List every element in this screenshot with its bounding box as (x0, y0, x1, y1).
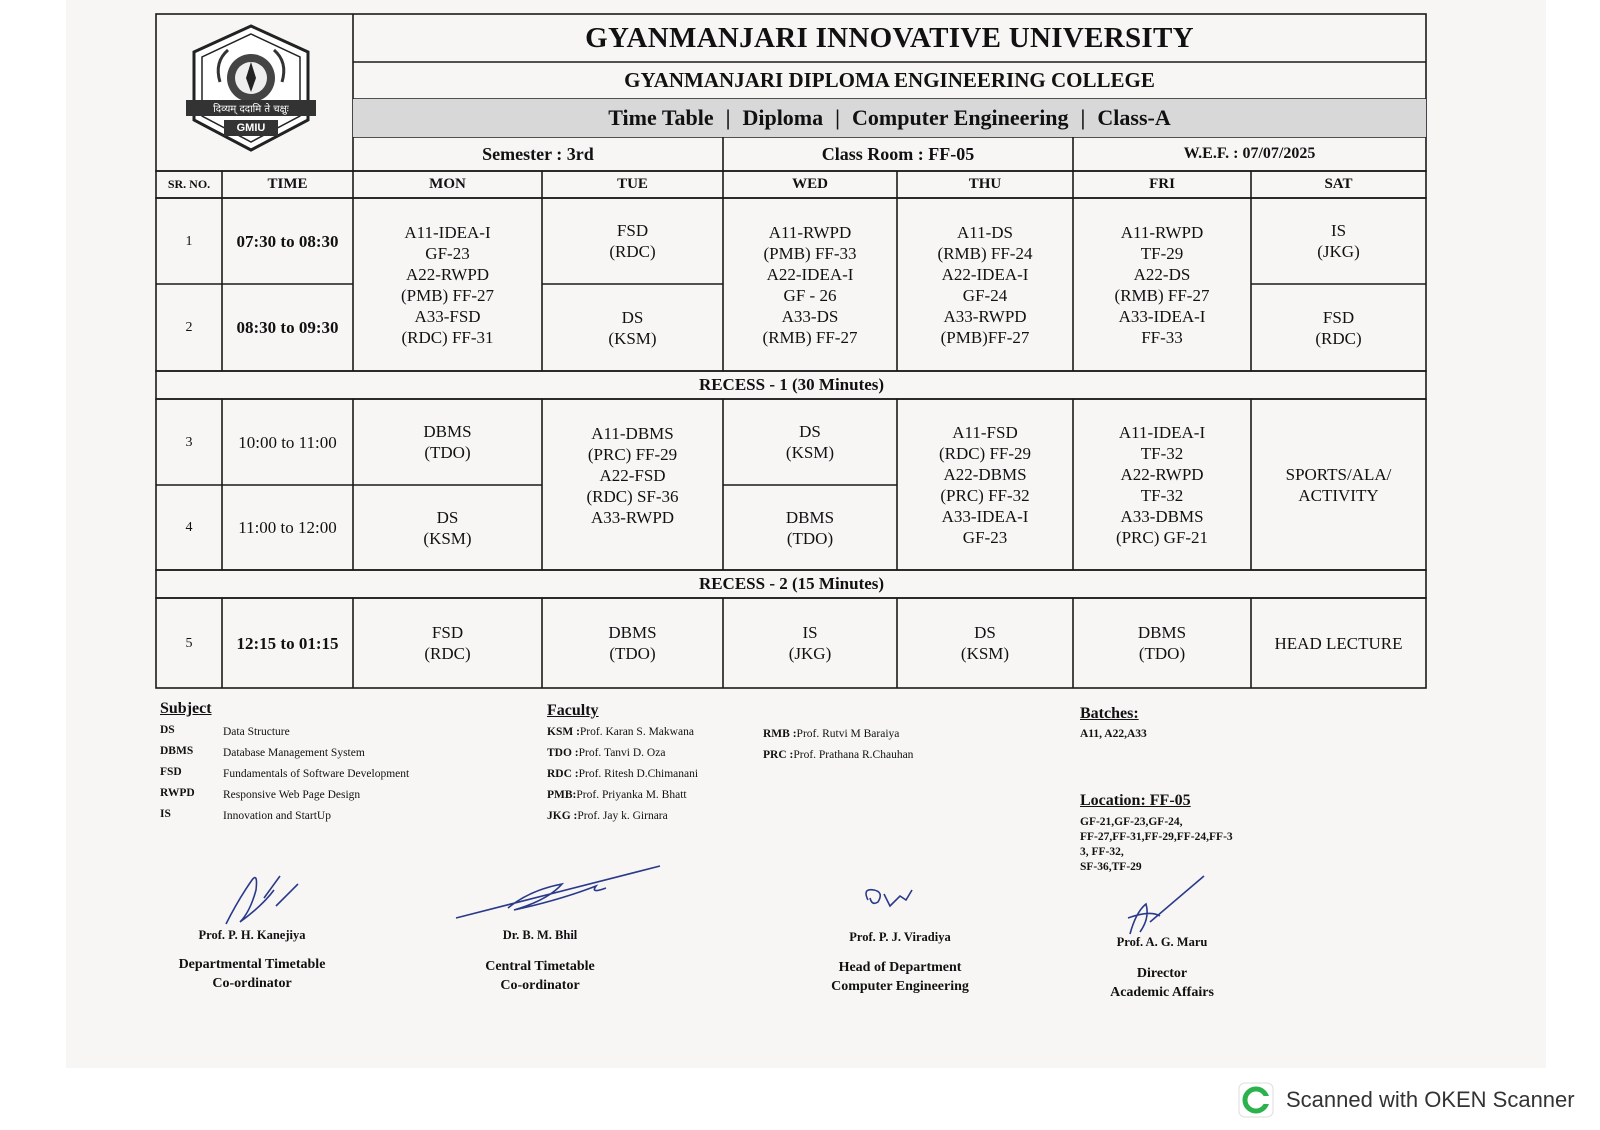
faculty-code: TDO : (547, 747, 579, 759)
college-title: GYANMANJARI DIPLOMA ENGINEERING COLLEGE (624, 68, 1155, 92)
slot-line: (JKG) (788, 644, 832, 663)
col-header-sat: SAT (1324, 176, 1353, 192)
slot-line: A22-DBMS (943, 464, 1027, 484)
col-header-thu: THU (968, 176, 1002, 192)
signatory-role-line: Departmental Timetable (178, 957, 326, 972)
slot-line: (TDO) (609, 644, 656, 663)
signatory-name: Prof. P. H. Kanejiya (198, 928, 306, 942)
faculty-name: Prof. Jay k. Girnara (577, 810, 668, 822)
subject-name: Database Management System (223, 747, 365, 759)
subject-name: Innovation and StartUp (223, 810, 331, 822)
row-srno: 1 (185, 233, 193, 249)
row-time: 07:30 to 08:30 (236, 231, 339, 251)
slot-line: (TDO) (786, 528, 834, 548)
subject-code: IS (160, 808, 171, 820)
subject-name: Fundamentals of Software Development (223, 768, 410, 780)
row-srno: 5 (185, 635, 193, 651)
slot-line: (PRC) FF-32 (940, 485, 1030, 505)
slot-line: (PMB) FF-33 (763, 243, 857, 263)
signatory-name: Prof. A. G. Maru (1116, 935, 1208, 949)
signatory-role (1062, 964, 1262, 1002)
slot-line: A33-DBMS (1120, 506, 1204, 526)
slot-line: FSD (616, 221, 649, 240)
subtitle-separator: | (1080, 105, 1086, 130)
batches-heading: Batches: (1080, 705, 1139, 722)
slot-line: IS (802, 623, 818, 642)
slot-line: IS (1330, 221, 1347, 240)
slot-line: A22-FSD (599, 466, 666, 485)
slot-line: A22-IDEA-I (941, 264, 1029, 284)
slot-line: DBMS (423, 422, 472, 441)
slot-line: GF-23 (962, 527, 1008, 547)
subject-name: Responsive Web Page Design (223, 789, 361, 801)
slot-line: A33-FSD (414, 306, 481, 326)
slot-line: DS (799, 422, 821, 441)
col-header-tue: TUE (617, 176, 648, 192)
slot-line: A11-DBMS (591, 424, 674, 443)
semester-label: Semester : 3rd (482, 143, 594, 164)
signatory-role-line: Head of Department (838, 960, 962, 975)
subject-code: FSD (160, 766, 182, 778)
faculty-name: Prof. Karan S. Makwana (579, 726, 694, 738)
slot-line: (PMB) FF-27 (400, 285, 495, 305)
slot-line: A11-FSD (952, 422, 1018, 442)
slot-line: DBMS (785, 507, 835, 527)
slot-line: (JKG) (1317, 242, 1360, 261)
slot-line: A33-RWPD (590, 508, 675, 527)
col-header-time: TIME (267, 176, 308, 192)
col-header-wed: WED (792, 176, 828, 192)
slot-line: (KSM) (423, 528, 472, 548)
signatory-role-line: Academic Affairs (1110, 985, 1214, 1000)
slot-line: (KSM) (608, 328, 657, 348)
location-line: SF-36,TF-29 (1080, 861, 1142, 873)
logo-abbr: GMIU (236, 122, 266, 134)
subtitle-part: Computer Engineering (852, 105, 1069, 130)
slot-line: FSD (1322, 307, 1355, 327)
slot-line: (KSM) (960, 644, 1010, 663)
signatory-role (440, 957, 640, 995)
slot-line: HEAD LECTURE (1274, 633, 1403, 653)
scanner-watermark (1238, 1080, 1588, 1120)
location-heading: Location: FF-05 (1080, 792, 1191, 809)
slot-line: A11-DS (956, 222, 1014, 242)
slot-line: DBMS (608, 623, 657, 642)
slot-line: (TDO) (1138, 644, 1186, 663)
faculty-name: Prof. Prathana R.Chauhan (793, 749, 914, 761)
col-header-fri: FRI (1149, 176, 1175, 192)
slot-line: (RDC) FF-31 (401, 327, 494, 347)
slot-line: A22-DS (1133, 264, 1191, 284)
signatory-role-line: Co-ordinator (212, 976, 292, 991)
slot-line: A33-IDEA-I (1118, 306, 1206, 326)
slot-line: A33-DS (781, 306, 839, 326)
subject-code: RWPD (160, 787, 195, 799)
classroom-label: Class Room : FF-05 (821, 143, 975, 164)
scanner-text: Scanned with OKEN Scanner (1286, 1087, 1575, 1112)
slot-line: (RDC) (424, 644, 471, 663)
slot-line: (RMB) FF-24 (937, 243, 1033, 263)
scanner-logo-icon (1238, 1082, 1274, 1118)
row-time: 10:00 to 11:00 (238, 432, 337, 452)
slot-line: A11-RWPD (768, 222, 852, 242)
location-line: GF-21,GF-23,GF-24, (1080, 816, 1183, 828)
slot-line: DS (974, 623, 996, 642)
slot-line: TF-32 (1140, 443, 1184, 463)
faculty-code: PRC : (763, 749, 794, 761)
slot-line: SPORTS/ALA/ (1285, 464, 1392, 484)
signatory-role (800, 958, 1000, 996)
wef-date: W.E.F. : 07/07/2025 (1183, 145, 1316, 162)
location-line: 3, FF-32, (1080, 846, 1124, 858)
faculty-code: PMB: (547, 789, 577, 801)
slot-line: A33-IDEA-I (941, 506, 1029, 526)
signatory-name: Prof. P. J. Viradiya (849, 930, 951, 944)
slot-line: (TDO) (424, 443, 471, 462)
faculty-code: RDC : (547, 768, 579, 780)
slot-line: FF-33 (1141, 327, 1183, 347)
university-title: GYANMANJARI INNOVATIVE UNIVERSITY (585, 21, 1194, 54)
col-header-srno: SR. NO. (167, 177, 211, 191)
slot-line: FSD (431, 623, 464, 642)
subtitle-part: Time Table (608, 105, 714, 130)
faculty-heading: Faculty (547, 702, 599, 719)
recess-2: RECESS - 2 (15 Minutes) (698, 574, 885, 593)
slot-line: DS (436, 507, 459, 527)
signatory-role-line: Co-ordinator (500, 978, 580, 993)
slot-line: GF-23 (425, 243, 470, 263)
subject-code: DBMS (160, 745, 194, 757)
slot-line: A11-IDEA-I (1118, 422, 1206, 442)
logo-motto: दिव्यम् ददामि ते चक्षुः (213, 104, 289, 115)
location-line: FF-27,FF-31,FF-29,FF-24,FF-3 (1080, 831, 1233, 843)
row-srno: 4 (185, 520, 193, 535)
subtitle-separator: | (835, 105, 840, 130)
faculty-name: Prof. Ritesh D.Chimanani (578, 768, 699, 780)
signatory-role-line: Central Timetable (485, 959, 595, 974)
slot-line: TF-32 (1140, 485, 1184, 505)
signatory-name: Dr. B. M. Bhil (502, 928, 578, 942)
slot-line: (RDC) (1315, 328, 1362, 348)
faculty-name: Prof. Rutvi M Baraiya (796, 728, 900, 740)
signatory-role (152, 955, 352, 993)
subject-name: Data Structure (223, 726, 290, 738)
signatory-role-line: Director (1136, 966, 1188, 981)
slot-line: A33-RWPD (943, 306, 1027, 326)
slot-line: DS (621, 307, 644, 327)
slot-line: ACTIVITY (1298, 485, 1379, 505)
slot-line: (RDC) FF-29 (938, 443, 1032, 463)
slot-line: (KSM) (785, 443, 835, 462)
slot-line: (RMB) FF-27 (1114, 285, 1210, 305)
faculty-code: JKG : (547, 810, 578, 822)
row-srno: 3 (185, 434, 193, 450)
slot-line: DBMS (1137, 623, 1187, 642)
subject-heading: Subject (160, 700, 212, 717)
faculty-code: RMB : (763, 728, 797, 740)
slot-line: A22-RWPD (405, 264, 490, 284)
batches-value: A11, A22,A33 (1080, 728, 1147, 740)
row-time: 11:00 to 12:00 (238, 518, 337, 537)
row-time: 12:15 to 01:15 (236, 633, 339, 653)
slot-line: (RMB) FF-27 (762, 327, 858, 347)
subtitle-part: Class-A (1097, 105, 1171, 130)
subtitle-part: Diploma (742, 105, 824, 130)
slot-line: (RDC) SF-36 (586, 487, 679, 506)
slot-line: A22-RWPD (1120, 464, 1204, 484)
subtitle-separator: | (725, 105, 731, 130)
faculty-name: Prof. Priyanka M. Bhatt (576, 789, 687, 801)
row-time: 08:30 to 09:30 (236, 318, 339, 337)
slot-line: (RDC) (609, 242, 656, 261)
row-srno: 2 (185, 320, 193, 335)
slot-line: A22-IDEA-I (766, 264, 854, 284)
slot-line: GF-24 (962, 285, 1008, 305)
faculty-code: KSM : (547, 726, 580, 738)
slot-line: (PRC) GF-21 (1115, 527, 1209, 547)
signatory-role-line: Computer Engineering (831, 979, 969, 994)
subject-code: DS (160, 724, 175, 736)
slot-line: A11-IDEA-I (404, 222, 491, 242)
slot-line: GF - 26 (783, 285, 837, 305)
slot-line: (PMB)FF-27 (940, 327, 1030, 347)
slot-line: (PRC) FF-29 (587, 445, 678, 464)
col-header-mon: MON (429, 176, 466, 192)
faculty-name: Prof. Tanvi D. Oza (578, 747, 666, 759)
recess-1: RECESS - 1 (30 Minutes) (698, 375, 885, 394)
slot-line: A11-RWPD (1120, 222, 1204, 242)
slot-line: TF-29 (1140, 243, 1184, 263)
